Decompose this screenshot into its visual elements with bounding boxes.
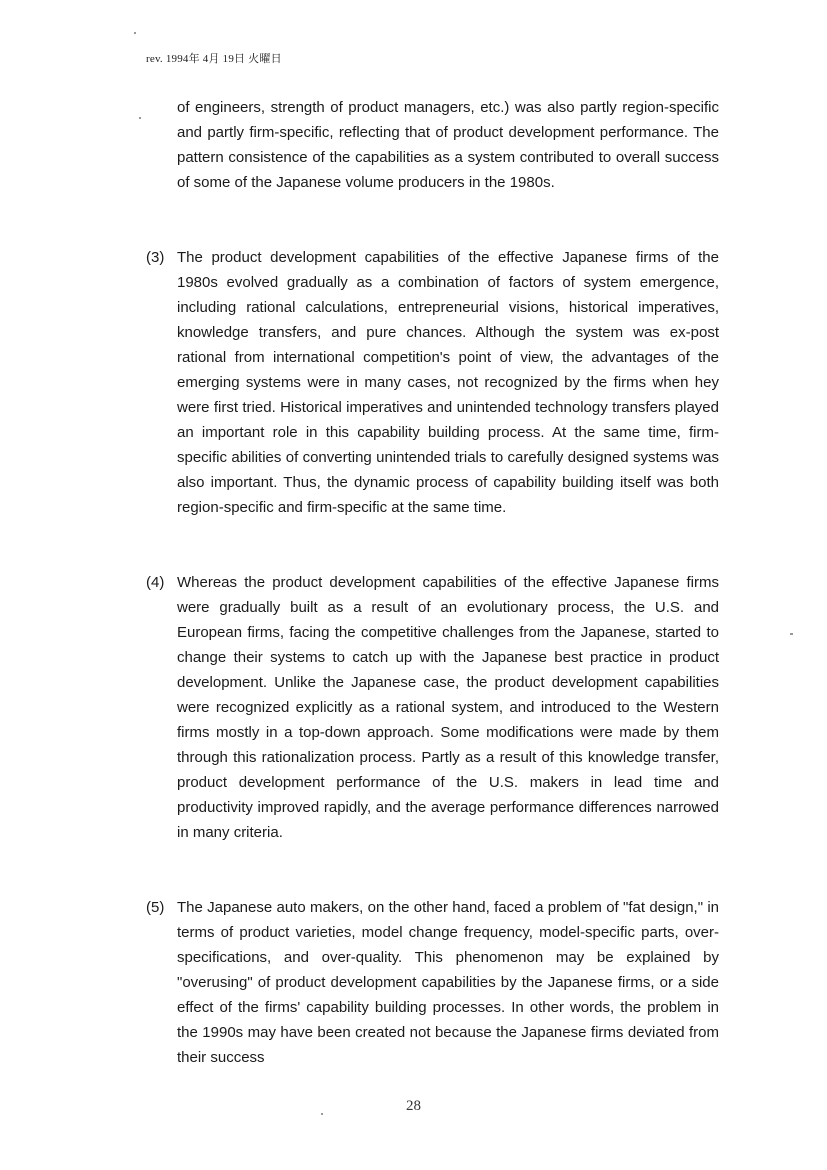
item-text: The Japanese auto makers, on the other hand, faced a problem of "fat design," in terms of product varieties, model change frequency, model-specific parts, over-specifications, and over-quality. This phenomenon may be explained by "overusing" of product development capabilities by the Japanese firms, or a side effect of the firms' capability building processes. In other words, the problem in the 1990s may have been created not because the Japanese firms deviated from their success xyxy=(177,899,719,1066)
page-number: 28 xyxy=(406,1098,421,1114)
item-number: (5) xyxy=(146,899,165,916)
list-item-3 xyxy=(146,245,719,520)
list-item-5 xyxy=(146,895,719,1070)
continuation-paragraph: of engineers, strength of product managers, etc.) was also partly region-specific and partly firm-specific, reflecting that of product development performance. The pattern consistence of the capabilities as a system contributed to overall success of some of the Japanese volume producers in the 1980s. xyxy=(177,99,719,191)
item-number: (4) xyxy=(146,574,165,591)
item-number: (3) xyxy=(146,249,165,266)
revision-header: rev. 1994年 4月 19日 火曜日 xyxy=(146,53,282,65)
list-item-4 xyxy=(146,570,719,845)
item-text: Whereas the product development capabilities of the effective Japanese firms were gradually built as a result of an evolutionary process, the U.S. and European firms, facing the competitive challenges from the Japanese, started to change their systems to catch up with the Japanese best practice in product development. Unlike the Japanese case, the product development capabilities were recognized explicitly as a rational system, and introduced to the Western firms mostly in a top-down approach. Some modifications were made by them through this rationalization process. Partly as a result of this knowledge transfer, product development performance of the U.S. makers in lead time and productivity improved rapidly, and the average performance differences narrowed in many criteria. xyxy=(177,574,719,841)
scan-speck xyxy=(134,32,136,34)
scan-speck xyxy=(139,117,141,119)
item-text: The product development capabilities of the effective Japanese firms of the 1980s evolved gradually as a combination of factors of system emergence, including rational calculations, entrepreneurial visions, historical imperatives, knowledge transfers, and pure chances. Although the system was ex-post rational from international competition's point of view, the advantages of the emerging systems were in many cases, not recognized by the firms when hey were first tried. Historical imperatives and unintended technology transfers played an important role in this capability building process. At the same time, firm-specific abilities of converting unintended trials to carefully designed systems was also important. Thus, the dynamic process of capability building itself was both region-specific and firm-specific at the same time. xyxy=(177,249,719,516)
scan-speck xyxy=(790,633,793,635)
